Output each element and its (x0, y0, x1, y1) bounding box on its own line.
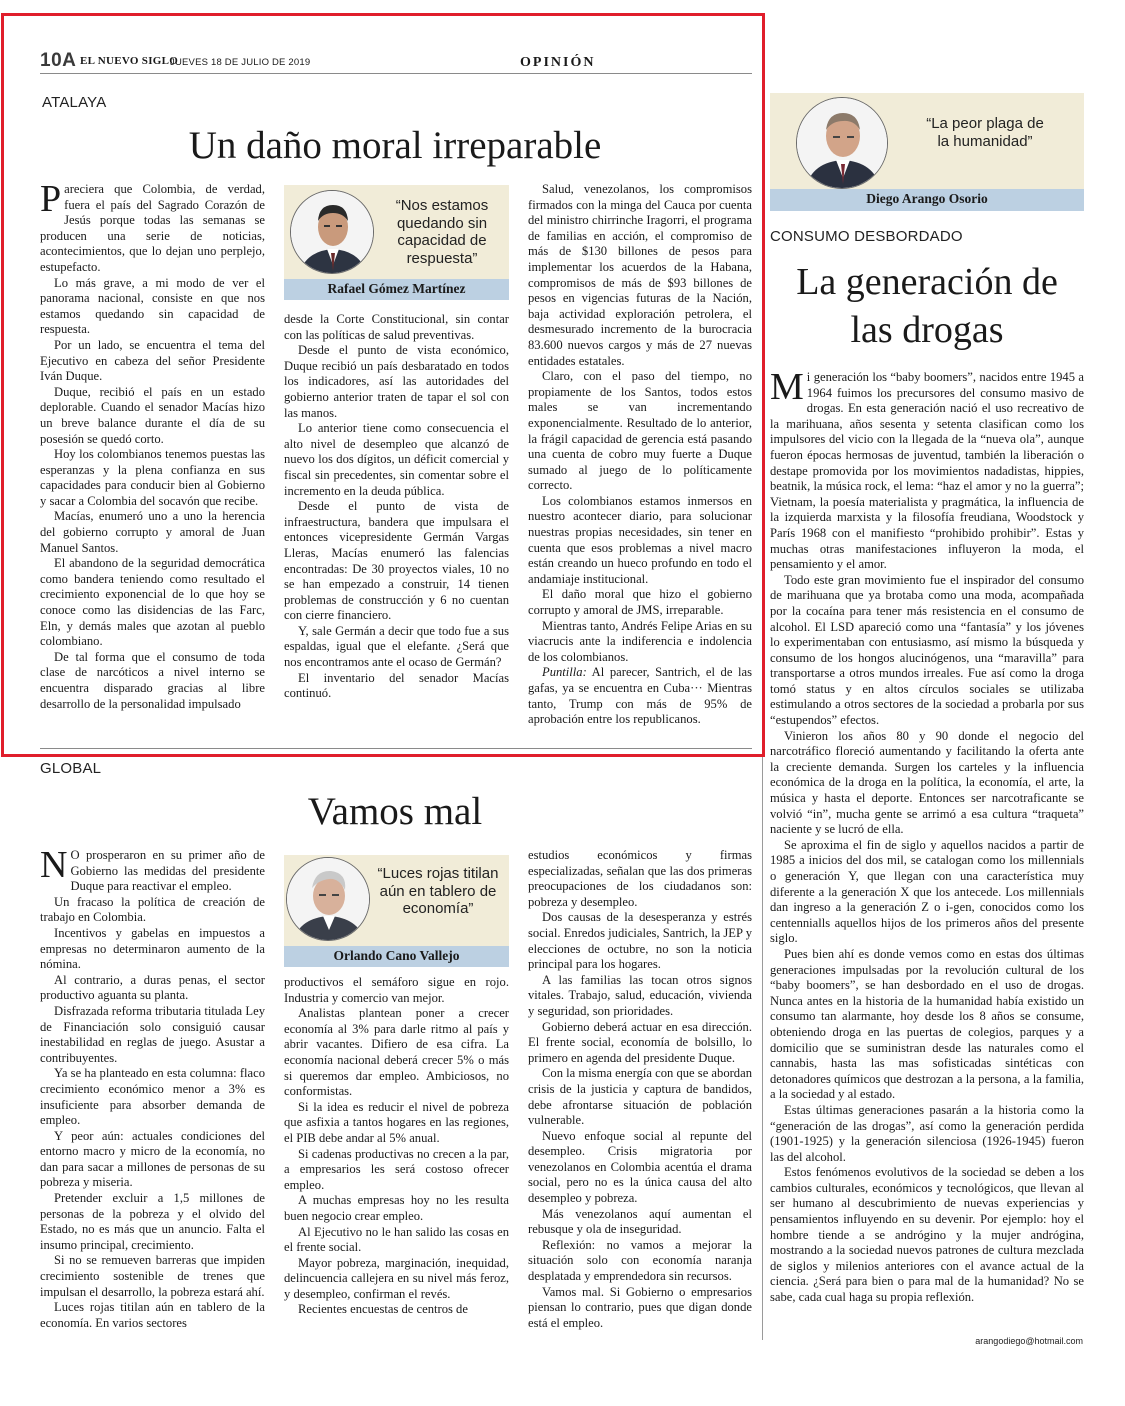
paragraph: Desde el punto de vista de infraestructura, bandera que impulsara el entonces vicepresidente Germán Vargas Lleras, Macías enumeró las falencias encontradas: De 30 proyectos viales, 10 no se han empezado a construir, 14 tienen problemas de construcción y 6 no cuentan con cierre financiero. (284, 499, 509, 623)
paragraph: Hoy los colombianos tenemos puestas las esperanzas y la plena confianza en sus capacidades para conducir bien al Gobierno y sacar a Colombia del socavón que recibe. (40, 447, 265, 508)
consumo-column (770, 366, 1084, 1306)
paragraph: Disfrazada reforma tributaria titulada Ley de Financiación solo consiguió causar inestabilidad en reglas de juego. Asustar a contribuyentes. (40, 1003, 265, 1065)
author-byline: Orlando Cano Vallejo (284, 946, 509, 967)
pull-quote: “Luces rojas titilan aún en tablero de economía” (377, 865, 499, 917)
newspaper-name: EL NUEVO SIGLO (80, 55, 179, 67)
paragraph: Duque, recibió el país en un estado deplorable. Cuando el senador Macías hizo un breve balance durante el día de su posesión se quedó corto. (40, 384, 265, 446)
paragraph: Todo este gran movimiento fue el inspirador del consumo de marihuana que ya brotaba como una moda, acompañada por la cocaína para tener más resistencia en el consumo de alcohol. El LSD apareció como una “fantasía” y los jóvenes lo experimentaban con entusiasmo, así mismo la búsqueda y consumo de los hongos alucinógenos, una “maravilla” para transportarse a otros mundos irreales. Fue así como la droga tomó status y en altos círculos sociales se utilizaba estimulando a otros sectores de la sociedad a probarla por sus “estupendos” efectos. (770, 572, 1084, 728)
paragraph: Estos fenómenos evolutivos de la sociedad se deben a los cambios culturales, económicos y tecnológicos, que llevan al ser humano al descubrimiento de nuevas experiencias y pensamientos influyendo en su devenir. Por ejemplo: hoy el hombre tiende a se andrógino y la mujer andrógina, mostrando a la sociedad nuevos patrones de cultura mezclada de siglos y milenios anteriores con el avance actual de la ciencia. ¿Será para bien o para mal de la humanidad? No se sabe, cada cual haga su propia reflexión. (770, 1165, 1084, 1305)
paragraph: El abandono de la seguridad democrática como bandera teniendo como resultado el crecimiento exponencial de lo que hoy se conoce como las disidencias de las Farc, Eln, y demás males que azotan al pueblo colombiano. (40, 556, 265, 649)
paragraph: Los colombianos estamos inmersos en nuestro acontecer diario, para solucionar nuestras propias necesidades, sin tener en cuenta que esos problemas a nivel macro están creando un hueco profundo en todo el andamiaje institucional. (528, 493, 752, 586)
paragraph: Recientes encuestas de centros de (298, 1302, 468, 1317)
paragraph: Gobierno deberá actuar en esa dirección. El frente social, economía de bolsillo, lo primero en agenda del presidente Duque. (528, 1019, 752, 1065)
paragraph: Mi generación los “baby boomers”, nacidos entre 1945 a 1964 fuimos los precursores del consumo masivo de drogas. En esta generación nació el uso recreativo de la marihuana, años sesenta y setenta clasifican como los impulsores del vicio con la llegada de la “nueva ola”, aunque fueron épocas hermosas de juventud, también la liberación o destape promovida por los movimientos nadadistas, hippies, beatnik, la música rock, el lema: “haz el amor y no la guerra”; Vietnam, la poesía materialista y pragmática, la influencia de la izquierda marxista y la filosofía freudiana, Woodstock y París 1968 con el manifiesto “prohibido prohibir”. Estas y muchas otras manifestaciones influyeron la moda, el pensamiento y el amor. (770, 366, 1084, 572)
page-number: 10A (40, 50, 77, 71)
paragraph: Un fracaso la política de creación de trabajo en Colombia. (40, 894, 265, 925)
paragraph: Nuevo enfoque social al repunte del desempleo. Crisis migratoria por venezolanos en Colombia acentúa el drama social, pero no es la única causa del alto desempleo y pobreza. (528, 1128, 752, 1206)
global-column-2 (284, 975, 509, 1318)
author-photo (286, 857, 370, 941)
paragraph: El inventario del senador Macías continuó. (284, 670, 509, 701)
puntilla-label: Puntilla: (542, 665, 587, 680)
paragraph: Si la idea es reducir el nivel de pobreza que asfixia a tantos hogares en las regiones, el PIB debe andar al 5% anual. (284, 1099, 509, 1145)
paragraph: Lo anterior tiene como consecuencia el alto nivel de desempleo que alcanzó de nuevo los dos dígitos, un déficit comercial y fiscal sin precedentes, sin comentar sobre el incremento en la deuda pública. (284, 421, 509, 498)
author-photo (796, 97, 888, 189)
paragraph: Analistas plantean poner a crecer economía al 3% para darle ritmo al país y abrir vacantes. Difiero de esa cifra. La economía nacional deberá crecer 5% o más si queremos dar empleo. Ambiciosos, no conformistas. (284, 1006, 509, 1099)
paragraph: Ya se ha planteado en esta columna: flaco crecimiento económico menor a 3% es insuficiente para absorber demanda de empleo. (40, 1066, 265, 1128)
paragraph: De tal forma que el consumo de toda clase de narcóticos a nivel interno se encuentra disparado gracias al libre desarrollo de la personalidad impulsado (40, 649, 265, 711)
consumo-author-box (770, 93, 1084, 211)
drop-cap: M (770, 366, 804, 408)
paragraph: Y peor aún: actuales condiciones del entorno macro y micro de la economía, no dan para sacar a millones de personas de su pobreza y miseria. (40, 1128, 265, 1190)
paragraph: N O prosperaron en su primer año de Gobierno las medidas del presidente Duque para reactivar el empleo. (40, 844, 265, 894)
paragraph: Claro, con el paso del tiempo, no propiamente de los Santos, todos estos males se van incrementando exponencialmente. Resultado de lo anterior, la frágil capacidad de gerencia está pasando una cuenta de cobro muy fuerte a Duque sumado al juego de lo políticamente correcto. (528, 369, 752, 493)
paragraph: Pues bien ahí es donde vemos como en estas dos últimas generaciones impulsadas por la revolución cultural de los “baby boomers”, se han desbordado en el uso de drogas. Nunca antes en la historia de la humanidad había existido un consumo tan alarmante, hoy desde los 8 años se consume, obteniendo droga en las puertas de colegios, parques y a domicilio que se suministran desde las naturales como el cannabis, hasta las mas sofisticadas sintéticas con detonadores químicos que destrozan a la persona, a la familia, a la sociedad y al estado. (770, 946, 1084, 1102)
paragraph: Mientras tanto, Andrés Felipe Arias en su viacrucis ante la indiferencia e indolencia de los colombianos. (528, 618, 752, 664)
paragraph: Reflexión: no vamos a mejorar la situación solo con economía naranja desplatada y emprendedora sin recursos. (528, 1237, 752, 1284)
consumo-kicker: CONSUMO DESBORDADO (770, 228, 963, 245)
paragraph: Incentivos y gabelas en impuestos a empresas no determinaron aumento de la nómina. (40, 925, 265, 972)
paragraph: El daño moral que hizo el gobierno corrupto y amoral de JMS, irreparable. (528, 587, 752, 618)
paragraph: desde la Corte Constitucional, sin contar con las políticas de salud preventivas. (284, 312, 509, 342)
paragraph: Luces rojas titilan aún en tablero de la economía. En varios sectores (40, 1300, 265, 1330)
global-column-3 (528, 848, 752, 1331)
paragraph: Pareciera que Colombia, de verdad, fuera el país del Sagrado Corazón de Jesús porque todas las semanas se producen una serie de noticias, acontecimientos, que lo dejan uno perplejo, estupefacto. (40, 178, 265, 274)
paragraph: Al Ejecutivo no le han salido las cosas en el frente social. (284, 1224, 509, 1255)
paragraph: Salud, venezolanos, los compromisos firmados con la minga del Cauca por cuenta del ministro chirrinche Iragorri, el programa de familias en acción, el compromiso de más de $130 billones de pesos para implementar los acuerdos de la Habana, compromisos de más de $93 billones de pesos en vigencias futuras de la Nación, baja actividad exploración petrolera, el desmesurado incremento de la burocracia 83.600 nuevos cargos y más de 27 nuevas entidades estatales. (528, 182, 752, 368)
paragraph: Mayor pobreza, marginación, inequidad, delincuencia callejera en su nivel más feroz, y desempleo, confirman el revés. (284, 1255, 509, 1301)
global-kicker: GLOBAL (40, 760, 102, 777)
atalaya-kicker: ATALAYA (42, 94, 107, 111)
atalaya-headline: Un daño moral irreparable (188, 124, 602, 167)
atalaya-author-box (284, 185, 509, 300)
paragraph: Si cadenas productivas no crecen a la par, a empresarios les será costoso ofrecer empleo. (284, 1146, 509, 1192)
atalaya-column-3 (528, 182, 752, 728)
paragraph: Pretender excluir a 1,5 millones de personas de la pobreza y el olvido del Estado, no es más que un anuncio. Falta el insumo principal, crecimiento. (40, 1191, 265, 1252)
paragraph: Por un lado, se encuentra el tema del Ejecutivo en cabeza del señor Presidente Iván Duque. (40, 337, 265, 384)
paragraph: Más venezolanos aquí aumentan el rebusque y ola de inseguridad. (528, 1206, 752, 1237)
paragraph: Macías, enumeró uno a uno la herencia del gobierno corrupto y amoral de Juan Manuel Santos. (40, 509, 265, 555)
paragraph: Lo más grave, a mi modo de ver el panorama nacional, consiste en que nos estamos quedando sin capacidad de respuesta. (40, 275, 265, 337)
paragraph: Y, sale Germán a decir que todo fue a sus espaldas, igual que el elefante. ¿Será que nos encontramos ante el ocaso de Germán? (284, 623, 509, 670)
global-headline: Vamos mal (307, 790, 483, 833)
drop-cap: P (40, 178, 62, 220)
paragraph: A las familias las tocan otros signos vitales. Trabajo, salud, educación, vivienda y seguridad, son prioridades. (528, 972, 752, 1018)
section-divider-rule (40, 748, 752, 749)
consumo-headline: La generación de las drogas (796, 261, 1058, 351)
paragraph: Desde el punto de vista económico, Duque recibió un país desbaratado en todos los indicadores, así las autoridades del gobierno anterior traten de tapar el sol con las manos. (284, 343, 509, 420)
author-byline: Diego Arango Osorio (770, 189, 1084, 211)
pull-quote: “La peor plaga de la humanidad” (926, 115, 1044, 150)
pull-quote: “Nos estamos quedando sin capacidad de respuesta” (395, 197, 489, 267)
paragraph: estudios económicos y firmas especializadas, señalan que las dos primeras preocupaciones de los ciudadanos son: pobreza y desempleo. (528, 848, 752, 909)
author-email: arangodiego@hotmail.com (975, 1336, 1083, 1346)
paragraph: Vinieron los años 80 y 90 donde el negocio del narcotráfico floreció aumentando y facilitando la oferta ante la creciente demanda. Surgen los carteles y la influencia económica de la droga en la política, la economía, el arte, la música y hasta el deporte. Entonces ser narcotraficante se volvió “in”, mucha gente se arrimó a esa cultura “traqueta” naciente y se lucró de ella. (770, 728, 1084, 837)
paragraph: Vamos mal. Si Gobierno o empresarios piensan lo contrario, pues que digan donde está el empleo. (528, 1284, 752, 1330)
global-author-box (284, 855, 509, 967)
drop-cap: N (40, 844, 68, 886)
paragraph: Con la misma energía con que se abordan crisis de la justicia y captura de bandidos, debe afrontarse situación de población vulnerable. (528, 1066, 752, 1128)
paragraph: productivos el semáforo sigue en rojo. Industria y comercio van mejor. (284, 975, 509, 1005)
global-column-1 (40, 844, 265, 1331)
right-column-divider (762, 92, 763, 1340)
author-photo (290, 190, 374, 274)
paragraph: Estas últimas generaciones pasarán a la historia como la “generación de las drogas”, así como la generación perdida (1901-1925) y la generación silenciosa (1926-1945) fueron las del alcohol. (770, 1102, 1084, 1164)
puntilla-paragraph: Puntilla: Al parecer, Santrich, el de las gafas, ya se encuentra en Cuba··· Mientras tanto, Trump con más de 95% de aprobación entre los republicanos. (528, 665, 752, 727)
paragraph: Si no se remueven barreras que impiden crecimiento sostenible de trenes que impulsan el desarrollo, la pobreza estará ahí. (40, 1253, 265, 1299)
paragraph: A muchas empresas hoy no les resulta buen negocio crear empleo. (284, 1193, 509, 1223)
section-title: OPINIÓN (520, 55, 596, 70)
paragraph: Dos causas de la desesperanza y estrés social. Enredos judiciales, Santrich, la JEP y elecciones de octubre, no son la noticia principal para los hogares. (528, 910, 752, 972)
atalaya-column-2 (284, 312, 509, 702)
paragraph: Se aproxima el fin de siglo y aquellos nacidos a partir de 1985 a inicios del dos mil, se catalogan como los millennials o generación Y, que llegan con una característica muy diferente a la generación X que los antecede. Los millennials dan ingreso a la generación Z o i-gen, conocidos como los centennialls aquellos hijos de los primeros años del presente siglo. (770, 837, 1084, 946)
author-byline: Rafael Gómez Martínez (284, 279, 509, 300)
issue-date: JUEVES 18 DE JULIO DE 2019 (170, 57, 311, 68)
paragraph: Al contrario, a duras penas, el sector productivo aguanta su planta. (40, 972, 265, 1003)
atalaya-column-1 (40, 178, 265, 712)
masthead-rule (40, 73, 752, 74)
